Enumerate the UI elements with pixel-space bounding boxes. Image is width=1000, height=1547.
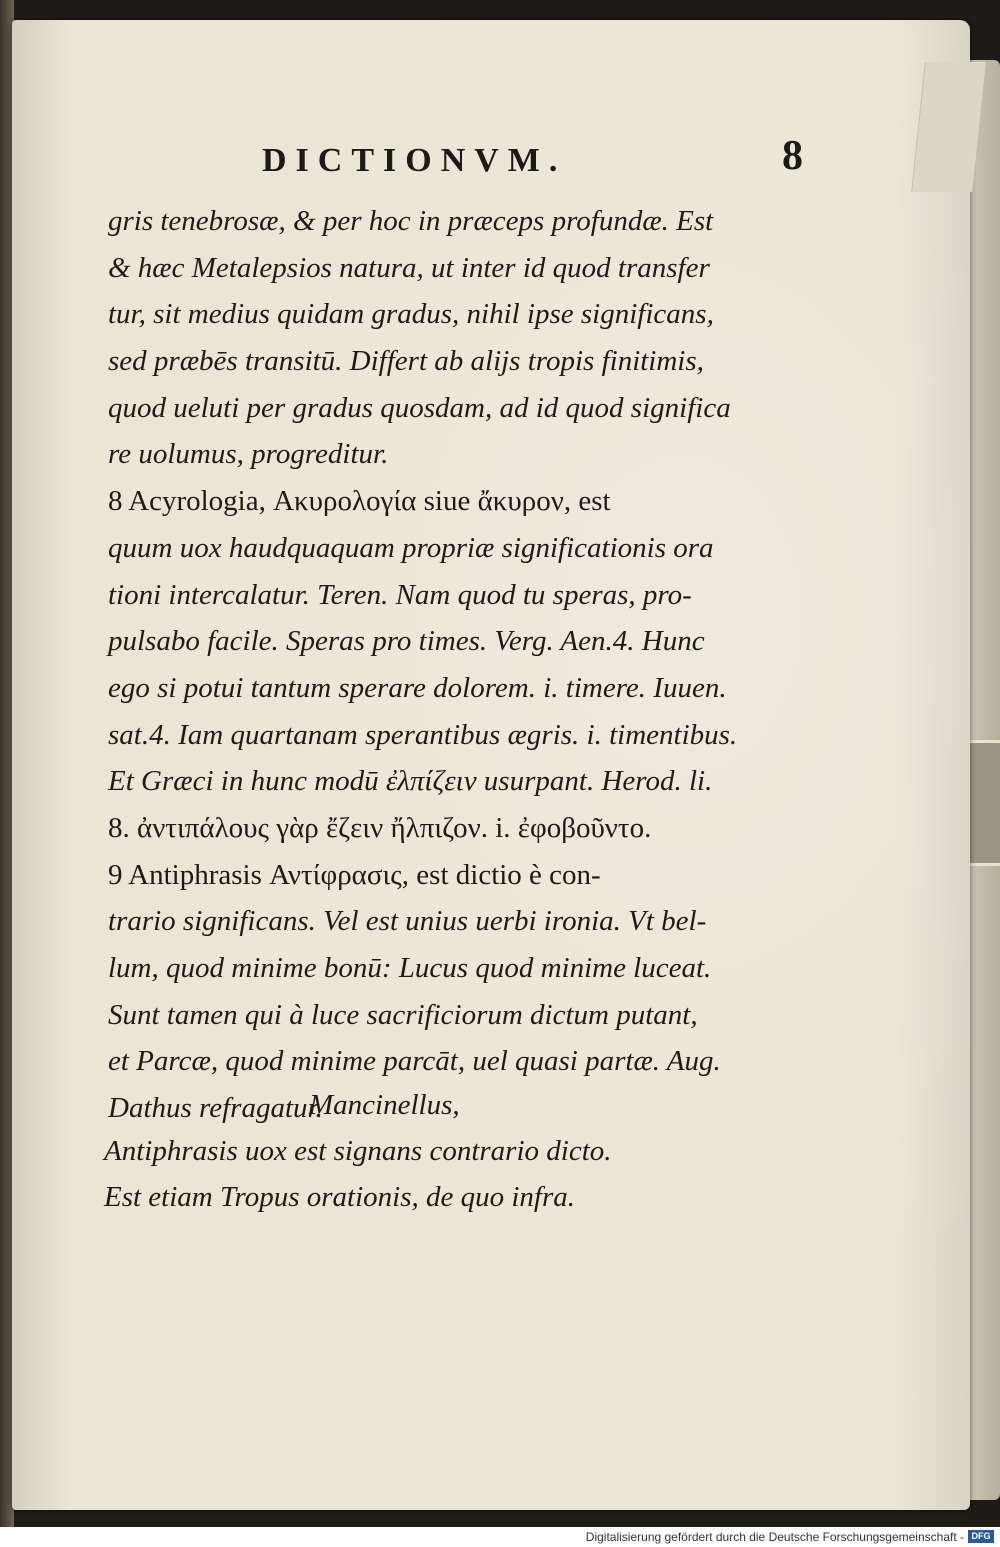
- text-line: pulsabo facile. Speras pro times. Verg. Aen.4. Hunc: [108, 625, 705, 658]
- book-page: [12, 20, 970, 1510]
- text-line: re uolumus, progreditur.: [108, 438, 389, 471]
- text-line: trario significans. Vel est unius uerbi ironia. Vt bel-: [108, 905, 707, 938]
- text-line: sed præbēs transitū. Differt ab alijs tropis finitimis,: [108, 345, 704, 378]
- text-line: quod ueluti per gradus quosdam, ad id quod significa: [108, 391, 731, 424]
- text-line: gris tenebrosæ, & per hoc in præceps profundæ. Est: [108, 205, 714, 237]
- verse-line: Antiphrasis uox est signans contrario dicto.: [104, 1135, 612, 1167]
- verse-quotation: [104, 1082, 784, 1220]
- text-line: Et Græci in hunc modū ἐλπίζειν usurpant. Herod. li.: [108, 765, 713, 798]
- entry-heading-antiphrasis: 9 Antiphrasis Αντίφρασις, est dictio è con-: [108, 858, 601, 891]
- text-line: & hæc Metalepsios natura, ut inter id quod transfer: [108, 251, 710, 284]
- page-number: 8: [782, 133, 803, 179]
- text-line: tioni intercalatur. Teren. Nam quod tu speras, pro-: [108, 578, 692, 611]
- text-line: ego si potui tantum sperare dolorem. i. timere. Iuuen.: [108, 671, 727, 704]
- text-line: tur, sit medius quidam gradus, nihil ipse significans,: [108, 298, 714, 331]
- verse-author: Mancinellus,: [309, 1089, 460, 1121]
- text-line: et Parcæ, quod minime parcāt, uel quasi partæ. Aug.: [108, 1045, 721, 1078]
- running-head: DICTIONVM.: [262, 142, 567, 179]
- funding-credit: Digitalisierung gefördert durch die Deutsche Forschungsgemeinschaft -: [585, 1530, 964, 1544]
- verse-line: Est etiam Tropus orationis, de quo infra.: [104, 1181, 576, 1213]
- text-line: Sunt tamen qui à luce sacrificiorum dictum putant,: [108, 998, 698, 1031]
- text-line: lum, quod minime bonū: Lucus quod minime luceat.: [108, 952, 712, 984]
- entry-heading-acyrologia: 8 Acyrologia, Ακυρολογία siue ἄκυρον, est: [108, 485, 611, 518]
- body-text: [108, 198, 788, 1132]
- text-line: sat.4. Iam quartanam sperantibus ægris. i. timentibus.: [108, 718, 738, 751]
- dfg-logo: DFG: [968, 1530, 994, 1543]
- text-line: quum uox haudquaquam propriæ significationis ora: [108, 531, 714, 564]
- digitization-footer: [0, 1527, 1000, 1547]
- text-line: Dathus refragatur.: [108, 1092, 323, 1125]
- greek-text-line: 8. ἀντιπάλους γὰρ ἔζειν ἤλπιζον. i. ἐφοβοῦντο.: [108, 811, 652, 844]
